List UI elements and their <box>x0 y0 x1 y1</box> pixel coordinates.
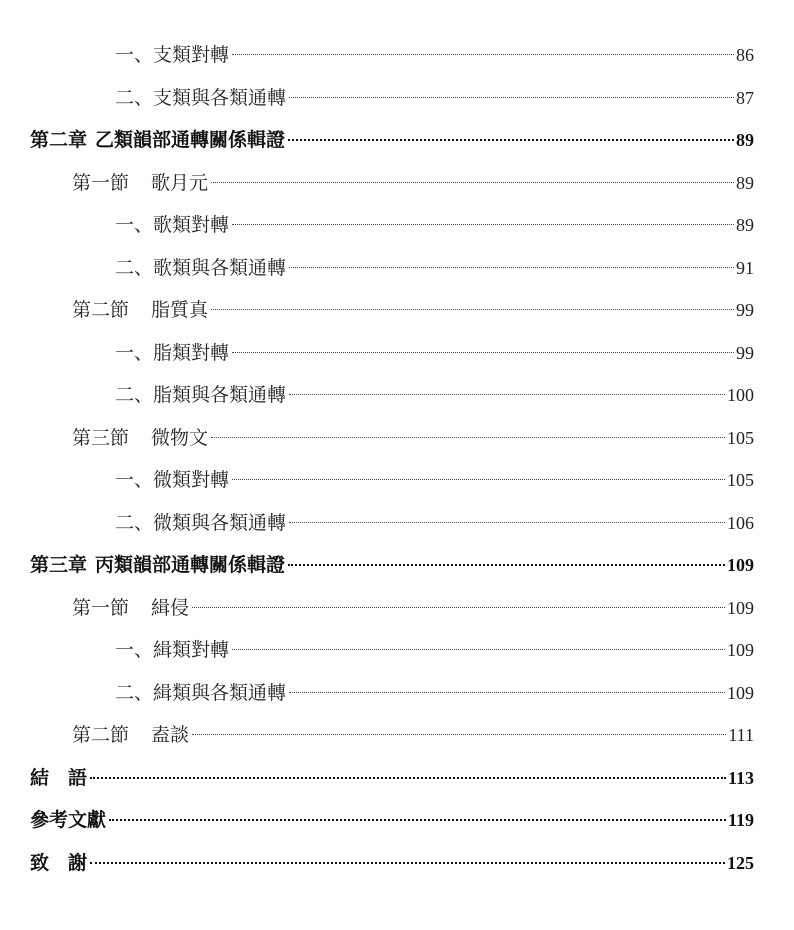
toc-dot-leader <box>211 309 734 310</box>
toc-section-title: 緝侵 <box>151 597 190 619</box>
toc-dot-leader <box>211 437 725 438</box>
toc-dot-leader <box>192 607 725 608</box>
toc-entry-label: 一、歌類對轉 <box>115 214 230 236</box>
toc-page-number: 111 <box>728 725 754 745</box>
toc-page-number: 99 <box>736 300 754 320</box>
toc-entry-label: 一、脂類對轉 <box>115 342 230 364</box>
toc-chapter-number: 第二章 <box>30 129 88 151</box>
toc-page-number: 119 <box>727 810 754 830</box>
toc-section-label <box>72 168 208 198</box>
toc-dot-leader <box>232 54 734 55</box>
toc-section-number: 第二節 <box>72 724 130 746</box>
toc-page-number: 109 <box>727 598 754 618</box>
toc-chapter-label <box>30 550 285 580</box>
toc-page-number: 87 <box>736 88 754 108</box>
toc-page-number: 125 <box>727 853 754 873</box>
toc-page-number: 89 <box>736 130 754 150</box>
toc-section-title: 脂質真 <box>151 299 209 321</box>
toc-entry[interactable] <box>115 380 754 410</box>
toc-chapter-title: 致 謝 <box>30 852 88 874</box>
toc-section-number: 第三節 <box>72 427 130 449</box>
toc-dot-leader <box>232 352 734 353</box>
toc-page-number: 99 <box>736 343 754 363</box>
toc-chapter-entry[interactable] <box>30 125 754 155</box>
toc-page-number: 109 <box>727 683 754 703</box>
toc-dot-leader <box>90 862 725 864</box>
toc-dot-leader <box>109 819 726 821</box>
toc-section-entry[interactable] <box>72 593 754 623</box>
toc-section-number: 第一節 <box>72 597 130 619</box>
toc-entry-label: 二、脂類與各類通轉 <box>115 384 287 406</box>
toc-dot-leader <box>232 649 725 650</box>
toc-dot-leader <box>192 734 726 735</box>
toc-section-label <box>72 423 208 453</box>
toc-page-number: 109 <box>727 555 754 575</box>
toc-chapter-label <box>30 125 285 155</box>
toc-page-number: 109 <box>727 640 754 660</box>
toc-section-entry[interactable] <box>72 295 754 325</box>
toc-dot-leader <box>288 564 725 566</box>
toc-page-number: 89 <box>736 173 754 193</box>
toc-section-entry[interactable] <box>72 168 754 198</box>
toc-page-number: 89 <box>736 215 754 235</box>
toc-entry-label: 二、支類與各類通轉 <box>115 87 287 109</box>
toc-chapter-number: 第三章 <box>30 554 88 576</box>
toc-chapter-title: 參考文獻 <box>30 809 107 831</box>
toc-entry-label: 二、緝類與各類通轉 <box>115 682 287 704</box>
toc-entry[interactable] <box>115 253 754 283</box>
toc-dot-leader <box>289 394 725 395</box>
toc-page-number: 106 <box>727 513 754 533</box>
toc-chapter-entry[interactable] <box>30 550 754 580</box>
toc-dot-leader <box>289 692 725 693</box>
toc-entry[interactable] <box>115 635 754 665</box>
toc-entry[interactable] <box>115 465 754 495</box>
toc-chapter-title: 丙類韻部通轉關係輯證 <box>95 554 286 576</box>
toc-section-label <box>72 720 189 750</box>
toc-entry[interactable] <box>115 40 754 70</box>
toc-dot-leader <box>289 267 734 268</box>
toc-entry-label: 一、微類對轉 <box>115 469 230 491</box>
toc-dot-leader <box>289 522 725 523</box>
toc-entry-label: 一、緝類對轉 <box>115 639 230 661</box>
toc-entry-label: 二、微類與各類通轉 <box>115 512 287 534</box>
toc-chapter-title: 結 語 <box>30 767 88 789</box>
toc-chapter-entry[interactable] <box>30 763 754 793</box>
toc-section-title: 盍談 <box>151 724 190 746</box>
toc-section-title: 歌月元 <box>151 172 209 194</box>
toc-page-number: 105 <box>727 428 754 448</box>
toc-page-number: 105 <box>727 470 754 490</box>
toc-section-entry[interactable] <box>72 423 754 453</box>
toc-dot-leader <box>232 479 725 480</box>
toc-page-number: 86 <box>736 45 754 65</box>
toc-dot-leader <box>90 777 726 779</box>
toc-dot-leader <box>289 97 734 98</box>
toc-dot-leader <box>211 182 734 183</box>
toc-page-number: 91 <box>736 258 754 278</box>
toc-chapter-title: 乙類韻部通轉關係輯證 <box>95 129 286 151</box>
toc-entry[interactable] <box>115 338 754 368</box>
toc-entry[interactable] <box>115 210 754 240</box>
toc-entry-label: 一、支類對轉 <box>115 44 230 66</box>
toc-page-number: 113 <box>727 768 754 788</box>
toc-section-label <box>72 295 208 325</box>
toc-entry[interactable] <box>115 678 754 708</box>
toc-dot-leader <box>288 139 734 141</box>
toc-section-label <box>72 593 189 623</box>
toc-chapter-entry[interactable] <box>30 805 754 835</box>
toc-section-title: 微物文 <box>151 427 209 449</box>
toc-page-number: 100 <box>727 385 754 405</box>
toc-chapter-entry[interactable] <box>30 848 754 878</box>
toc-entry[interactable] <box>115 508 754 538</box>
toc-section-number: 第二節 <box>72 299 130 321</box>
toc-entry[interactable] <box>115 83 754 113</box>
toc-section-entry[interactable] <box>72 720 754 750</box>
toc-entry-label: 二、歌類與各類通轉 <box>115 257 287 279</box>
toc-dot-leader <box>232 224 734 225</box>
toc-section-number: 第一節 <box>72 172 130 194</box>
